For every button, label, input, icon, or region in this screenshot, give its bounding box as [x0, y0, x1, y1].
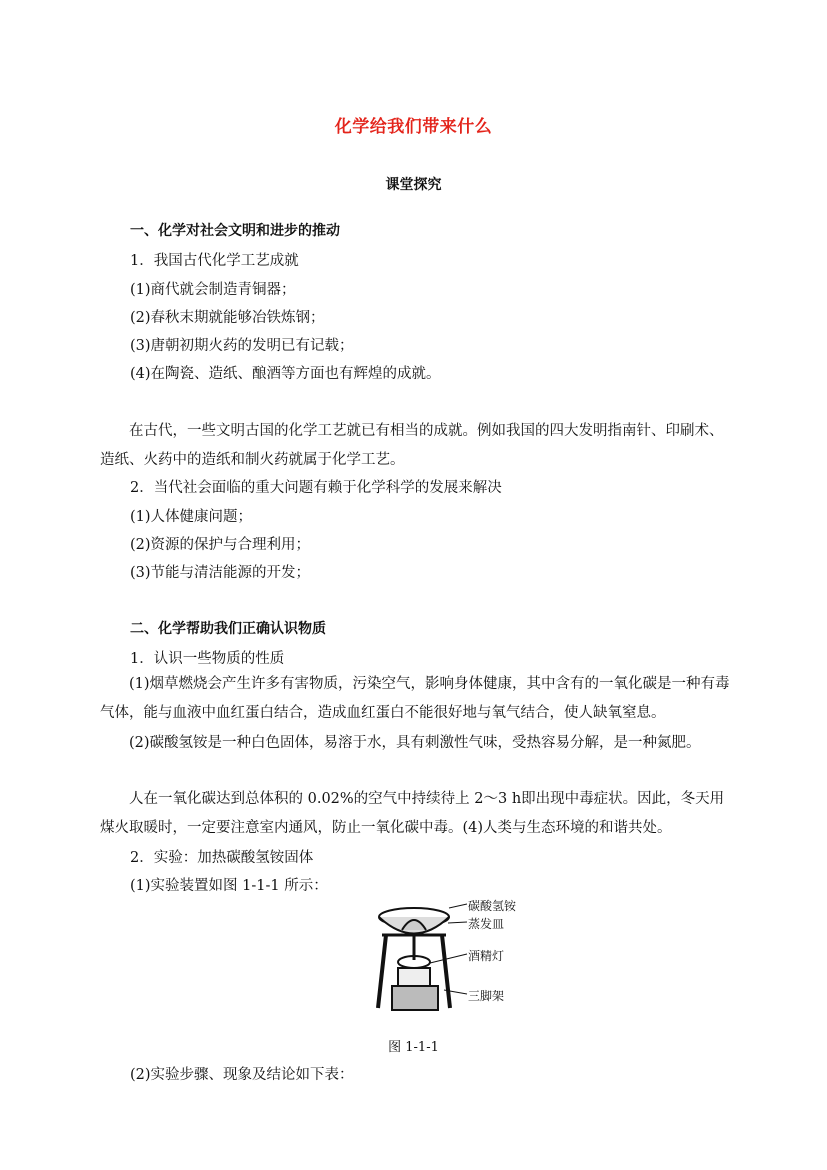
section1-heading: 一、化学对社会文明和进步的推动: [130, 223, 340, 239]
section1-p3: (3)唐朝初期火药的发明已有记载；: [130, 338, 354, 354]
section2-item2: 2．实验：加热碳酸氢铵固体: [130, 850, 314, 866]
section2-paragraph1: (1)烟草燃烧会产生许多有害物质，污染空气，影响身体健康，其中含有的一氧化碳是一种有毒气体，能与血液中血红蛋白结合，造成血红蛋白不能很好地与氧气结合，使人缺氧窒息。: [100, 676, 730, 721]
section1-paragraph: 在古代，一些文明古国的化学工艺就已有相当的成就。例如我国的四大发明指南针、印刷术、造纸、火药中的造纸和制火药就属于化学工艺。: [100, 423, 724, 468]
section1-q2: (2)资源的保护与合理利用；: [130, 537, 311, 553]
section1-p1: (1)商代就会制造青铜器；: [130, 282, 296, 298]
section1-p2: (2)春秋末期就能够冶铁炼钢；: [130, 310, 325, 326]
section2-item1: 1．认识一些物质的性质: [130, 651, 285, 667]
figure-label-tripod: 三脚架: [468, 989, 505, 1003]
figure-label-dish: 蒸发皿: [468, 917, 505, 931]
section1-p4: (4)在陶瓷、造纸、酿酒等方面也有辉煌的成就。: [130, 366, 441, 382]
section1-q3: (3)节能与清洁能源的开发；: [130, 565, 311, 581]
section2-paragraph2: (2)碳酸氢铵是一种白色固体，易溶于水，具有刺激性气味，受热容易分解，是一种氮肥。: [129, 735, 701, 751]
document-title: 化学给我们带来什么: [334, 117, 493, 137]
section2-paragraph3: 人在一氧化碳达到总体积的 0.02%的空气中持续待上 2～3 h即出现中毒症状。因此，冬天用煤火取暖时，一定要注意室内通风，防止一氧化碳中毒。(4)人类与生态环境的和谐共处。: [100, 791, 725, 836]
section1-q1: (1)人体健康问题；: [130, 509, 253, 525]
section2-heading: 二、化学帮助我们正确认识物质: [130, 621, 326, 637]
section2-r1: (1)实验装置如图 1-1-1 所示：: [130, 878, 328, 894]
figure-caption: 图 1-1-1: [388, 1040, 439, 1055]
section1-item2: 2．当代社会面临的重大问题有赖于化学科学的发展来解决: [130, 480, 502, 496]
figure-label-reagent: 碳酸氢铵: [468, 899, 517, 913]
section2-r2: (2)实验步骤、现象及结论如下表：: [130, 1067, 354, 1083]
section1-item1: 1．我国古代化学工艺成就: [130, 253, 299, 269]
section-subtitle: 课堂探究: [385, 177, 442, 193]
figure-label-lamp: 酒精灯: [468, 949, 505, 963]
